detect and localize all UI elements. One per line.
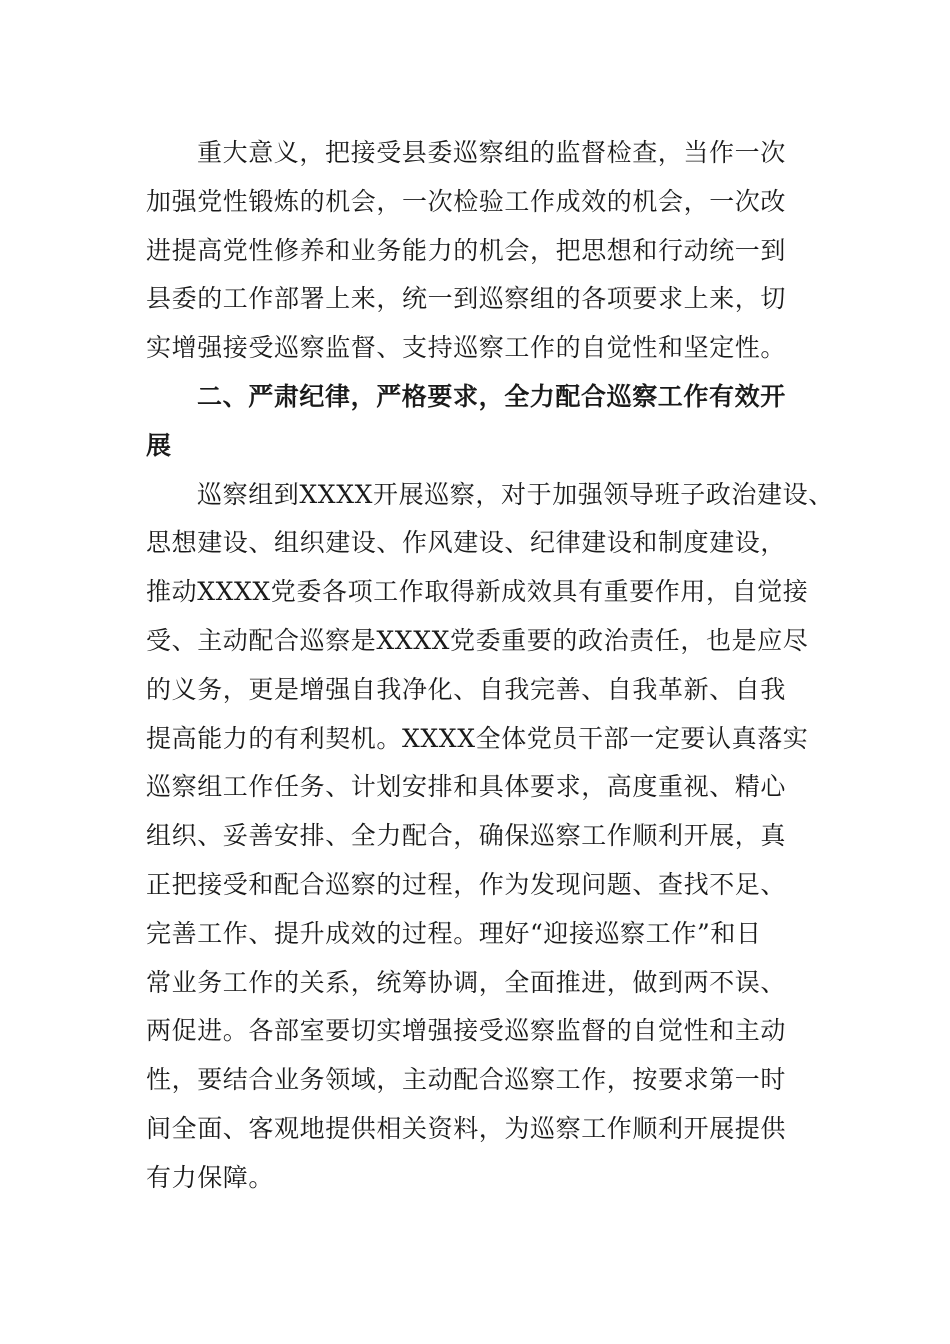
- heading-line: 二、严肃纪律，严格要求，全力配合巡察工作有效开: [197, 381, 786, 411]
- paragraph-1: [146, 129, 826, 373]
- text-line: 性，要结合业务领域，主动配合巡察工作，按要求第一时: [146, 1065, 787, 1095]
- text-line: 县委的工作部署上来，统一到巡察组的各项要求上来，切: [146, 284, 787, 314]
- text-line: 两促进。各部室要切实增强接受巡察监督的自觉性和主动: [146, 1016, 787, 1046]
- text-line: 推动XXXX党委各项工作取得新成效具有重要作用，自觉接: [146, 577, 809, 607]
- text-line: 巡察组到XXXX开展巡察，对于加强领导班子政治建设、: [197, 479, 834, 509]
- text-line: 加强党性锻炼的机会，一次检验工作成效的机会，一次改: [146, 186, 787, 216]
- text-line: 实增强接受巡察监督、支持巡察工作的自觉性和坚定性。: [146, 333, 787, 363]
- paragraph-2: [146, 471, 834, 1203]
- text-line: 有力保障。: [146, 1162, 275, 1192]
- text-line: 正把接受和配合巡察的过程，作为发现问题、查找不足、: [146, 869, 787, 899]
- text-line: 进提高党性修养和业务能力的机会，把思想和行动统一到: [146, 235, 787, 265]
- heading-line: 展: [146, 430, 172, 460]
- section-heading: [146, 373, 826, 471]
- text-line: 组织、妥善安排、全力配合，确保巡察工作顺利开展，真: [146, 821, 787, 851]
- text-line: 的义务，更是增强自我净化、自我完善、自我革新、自我: [146, 674, 787, 704]
- text-line: 提高能力的有利契机。XXXX全体党员干部一定要认真落实: [146, 723, 809, 753]
- text-line: 重大意义，把接受县委巡察组的监督检查，当作一次: [197, 138, 786, 167]
- text-line: 思想建设、组织建设、作风建设、纪律建设和制度建设，: [146, 528, 787, 558]
- text-line: 巡察组工作任务、计划安排和具体要求，高度重视、精心: [146, 772, 787, 802]
- text-line: 常业务工作的关系，统筹协调，全面推进，做到两不误、: [146, 967, 787, 997]
- text-line: 完善工作、提升成效的过程。理好“迎接巡察工作”和日: [146, 918, 762, 948]
- text-line: 间全面、客观地提供相关资料，为巡察工作顺利开展提供: [146, 1113, 787, 1143]
- text-line: 受、主动配合巡察是XXXX党委重要的政治责任，也是应尽: [146, 625, 809, 655]
- document-body: [146, 129, 834, 1203]
